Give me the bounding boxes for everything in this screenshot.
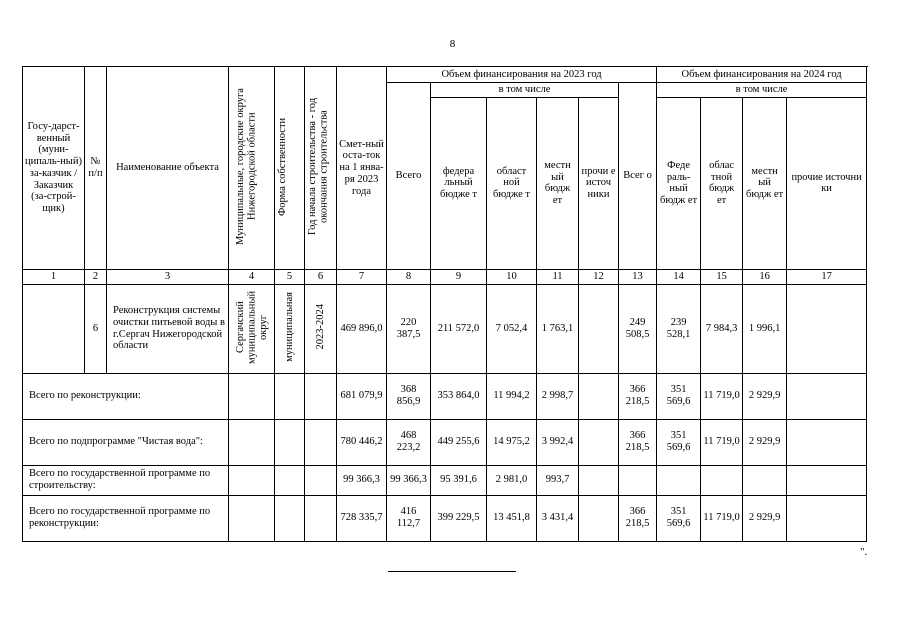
summary-regional-2023: 14 975,2 bbox=[487, 419, 537, 465]
summary-empty bbox=[275, 373, 305, 419]
column-number: 9 bbox=[431, 269, 487, 284]
column-number: 10 bbox=[487, 269, 537, 284]
object-other-2023 bbox=[579, 284, 619, 373]
summary-other-2023 bbox=[579, 373, 619, 419]
summary-regional-2024: 11 719,0 bbox=[701, 419, 743, 465]
summary-empty bbox=[305, 465, 337, 495]
column-number: 16 bbox=[743, 269, 787, 284]
summary-empty bbox=[229, 419, 275, 465]
summary-empty bbox=[275, 419, 305, 465]
summary-empty bbox=[229, 465, 275, 495]
column-number: 3 bbox=[107, 269, 229, 284]
header-years-text: Год начала строительства - год окончания строительства bbox=[307, 97, 330, 235]
summary-row-clean-water bbox=[23, 419, 867, 465]
summary-empty bbox=[275, 495, 305, 541]
object-regional-2024: 7 984,3 bbox=[701, 284, 743, 373]
header-customer: Госу-дарст-венный (муни-ципаль-ный) за-казчик / Заказчик (за-строй-щик) bbox=[23, 67, 85, 270]
summary-other-2024 bbox=[787, 373, 867, 419]
summary-total-2023: 368 856,9 bbox=[387, 373, 431, 419]
summary-regional-2023: 13 451,8 bbox=[487, 495, 537, 541]
summary-row-program-reconstruction bbox=[23, 495, 867, 541]
summary-empty bbox=[305, 495, 337, 541]
object-federal-2024: 239 528,1 bbox=[657, 284, 701, 373]
object-ownership bbox=[275, 284, 305, 373]
header-remaining: Смет-ный оста-ток на 1 янва-ря 2023 года bbox=[337, 67, 387, 270]
header-other-2023: прочи е источ ники bbox=[579, 97, 619, 269]
summary-local-2024 bbox=[743, 465, 787, 495]
summary-remaining: 728 335,7 bbox=[337, 495, 387, 541]
column-number: 4 bbox=[229, 269, 275, 284]
header-local-2023: местн ый бюдж ет bbox=[537, 97, 579, 269]
header-total-2023: Всего bbox=[387, 83, 431, 270]
summary-row-construction bbox=[23, 465, 867, 495]
object-municipality-text: Сергачский муниципальный округ bbox=[234, 290, 269, 364]
object-ownership-text: муниципальная bbox=[283, 291, 295, 362]
summary-remaining: 99 366,3 bbox=[337, 465, 387, 495]
object-local-2023: 1 763,1 bbox=[537, 284, 579, 373]
summary-total-2024: 366 218,5 bbox=[619, 419, 657, 465]
column-number: 6 bbox=[305, 269, 337, 284]
header-incl-2023: в том числе bbox=[431, 83, 619, 98]
object-remaining: 469 896,0 bbox=[337, 284, 387, 373]
object-row bbox=[23, 284, 867, 373]
closing-quote-mark: ". bbox=[860, 546, 868, 558]
summary-federal-2024: 351 569,6 bbox=[657, 495, 701, 541]
summary-total-2023: 416 112,7 bbox=[387, 495, 431, 541]
header-municipality bbox=[229, 67, 275, 270]
summary-federal-2023: 353 864,0 bbox=[431, 373, 487, 419]
column-number: 2 bbox=[85, 269, 107, 284]
header-regional-2024: облас тной бюдж ет bbox=[701, 97, 743, 269]
summary-regional-2023: 11 994,2 bbox=[487, 373, 537, 419]
summary-remaining: 780 446,2 bbox=[337, 419, 387, 465]
column-number: 5 bbox=[275, 269, 305, 284]
header-name: Наименование объекта bbox=[107, 67, 229, 270]
column-number: 12 bbox=[579, 269, 619, 284]
column-number: 7 bbox=[337, 269, 387, 284]
summary-local-2024: 2 929,9 bbox=[743, 373, 787, 419]
column-number-row bbox=[23, 269, 867, 284]
summary-total-2024: 366 218,5 bbox=[619, 373, 657, 419]
summary-federal-2023: 449 255,6 bbox=[431, 419, 487, 465]
summary-remaining: 681 079,9 bbox=[337, 373, 387, 419]
summary-local-2023: 3 431,4 bbox=[537, 495, 579, 541]
header-federal-2023: федера льный бюдже т bbox=[431, 97, 487, 269]
summary-regional-2023: 2 981,0 bbox=[487, 465, 537, 495]
object-years-text: 2023-2024 bbox=[314, 304, 326, 350]
summary-label: Всего по государственной программе по реконструкции: bbox=[23, 495, 229, 541]
object-name: Реконструкция системы очистки питьевой воды в г.Сергач Нижегородской области bbox=[107, 284, 229, 373]
header-other-2024: прочие источни ки bbox=[787, 97, 867, 269]
object-local-2024: 1 996,1 bbox=[743, 284, 787, 373]
header-years bbox=[305, 67, 337, 270]
object-total-2024: 249 508,5 bbox=[619, 284, 657, 373]
header-federal-2024: Феде раль-ный бюдж ет bbox=[657, 97, 701, 269]
summary-empty bbox=[305, 373, 337, 419]
header-local-2024: местн ый бюдж ет bbox=[743, 97, 787, 269]
summary-regional-2024: 11 719,0 bbox=[701, 495, 743, 541]
object-other-2024 bbox=[787, 284, 867, 373]
summary-empty bbox=[229, 495, 275, 541]
footer-separator-line bbox=[388, 571, 516, 572]
header-ownership-text: Форма собственности bbox=[277, 116, 288, 216]
summary-federal-2023: 399 229,5 bbox=[431, 495, 487, 541]
summary-other-2024 bbox=[787, 465, 867, 495]
header-total-2024: Всег о bbox=[619, 83, 657, 270]
column-number: 14 bbox=[657, 269, 701, 284]
column-number: 1 bbox=[23, 269, 85, 284]
summary-federal-2024: 351 569,6 bbox=[657, 373, 701, 419]
summary-total-2024 bbox=[619, 465, 657, 495]
header-fin-2023: Объем финансирования на 2023 год bbox=[387, 67, 657, 83]
object-regional-2023: 7 052,4 bbox=[487, 284, 537, 373]
object-total-2023: 220 387,5 bbox=[387, 284, 431, 373]
object-years bbox=[305, 284, 337, 373]
summary-local-2024: 2 929,9 bbox=[743, 495, 787, 541]
summary-other-2024 bbox=[787, 419, 867, 465]
summary-row-reconstruction bbox=[23, 373, 867, 419]
summary-other-2023 bbox=[579, 419, 619, 465]
summary-other-2023 bbox=[579, 465, 619, 495]
header-fin-2024: Объем финансирования на 2024 год bbox=[657, 67, 867, 83]
summary-federal-2024: 351 569,6 bbox=[657, 419, 701, 465]
column-number: 8 bbox=[387, 269, 431, 284]
column-number: 11 bbox=[537, 269, 579, 284]
summary-federal-2024 bbox=[657, 465, 701, 495]
summary-local-2023: 3 992,4 bbox=[537, 419, 579, 465]
header-num: № п/п bbox=[85, 67, 107, 270]
summary-other-2024 bbox=[787, 495, 867, 541]
header-regional-2023: област ной бюдже т bbox=[487, 97, 537, 269]
summary-regional-2024 bbox=[701, 465, 743, 495]
summary-label: Всего по государственной программе по строительству: bbox=[23, 465, 229, 495]
object-customer bbox=[23, 284, 85, 373]
summary-local-2024: 2 929,9 bbox=[743, 419, 787, 465]
summary-federal-2023: 95 391,6 bbox=[431, 465, 487, 495]
summary-total-2023: 99 366,3 bbox=[387, 465, 431, 495]
summary-other-2023 bbox=[579, 495, 619, 541]
page-number: 8 bbox=[449, 38, 456, 50]
column-number: 17 bbox=[787, 269, 867, 284]
summary-local-2023: 993,7 bbox=[537, 465, 579, 495]
financing-table bbox=[22, 66, 867, 542]
column-number: 13 bbox=[619, 269, 657, 284]
summary-local-2023: 2 998,7 bbox=[537, 373, 579, 419]
summary-label: Всего по реконструкции: bbox=[23, 373, 229, 419]
header-incl-2024: в том числе bbox=[657, 83, 867, 98]
summary-label: Всего по подпрограмме "Чистая вода": bbox=[23, 419, 229, 465]
summary-empty bbox=[275, 465, 305, 495]
object-federal-2023: 211 572,0 bbox=[431, 284, 487, 373]
summary-total-2024: 366 218,5 bbox=[619, 495, 657, 541]
object-num: 6 bbox=[85, 284, 107, 373]
column-number: 15 bbox=[701, 269, 743, 284]
summary-regional-2024: 11 719,0 bbox=[701, 373, 743, 419]
header-ownership bbox=[275, 67, 305, 270]
summary-empty bbox=[305, 419, 337, 465]
summary-empty bbox=[229, 373, 275, 419]
object-municipality bbox=[229, 284, 275, 373]
header-municipality-text: Муниципальные, городские округа Нижегородской области bbox=[234, 87, 258, 245]
summary-total-2023: 468 223,2 bbox=[387, 419, 431, 465]
